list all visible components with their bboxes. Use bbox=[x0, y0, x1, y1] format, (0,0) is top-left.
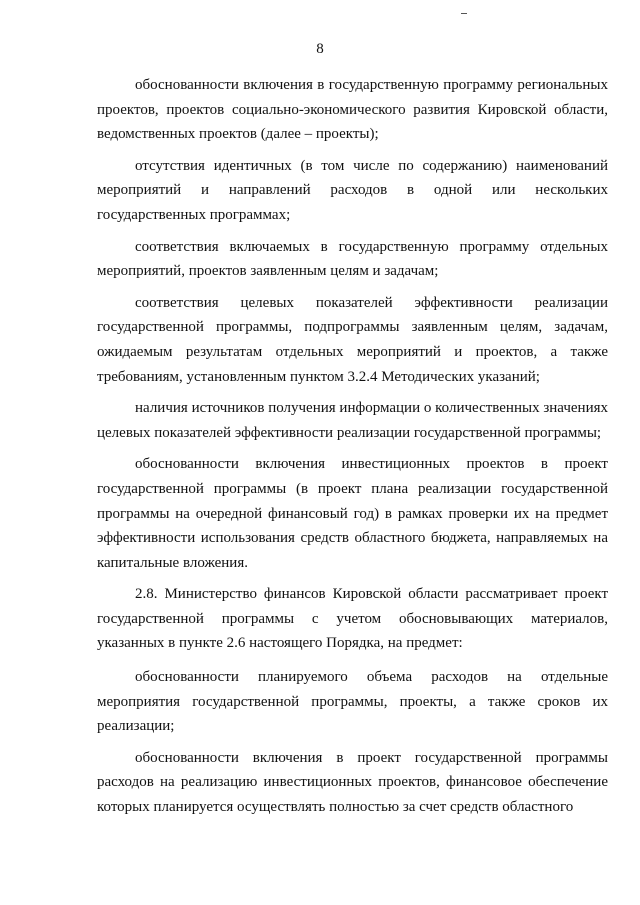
page-number: 8 bbox=[316, 41, 324, 57]
paragraph-2: отсутствия идентичных (в том числе по содержанию) наименований мероприятий и направлений расходов в одной или нескольких государственных программах; bbox=[97, 157, 608, 223]
document-body bbox=[97, 73, 608, 827]
paragraph-6: обоснованности включения инвестиционных проектов в проект государственной программы (в проект плана реализации государственной программы на очередной финансовый год) в рамках проверки их на предмет эффективности использования средств областного бюджета, направляемых на капитальные вложения. bbox=[97, 456, 608, 571]
paragraph-5: наличия источников получения информации о количественных значениях целевых показателей эффективности реализации государственной программы; bbox=[97, 400, 608, 441]
scan-mark bbox=[461, 13, 467, 14]
paragraph-3: соответствия включаемых в государственную программу отдельных мероприятий, проектов заявленным целям и задачам; bbox=[97, 238, 608, 280]
paragraph-9: обоснованности включения в проект государственной программы расходов на реализацию инвестиционных проектов, финансовое обеспечение которых планируется осуществлять полностью за счет средств областного bbox=[97, 749, 608, 816]
paragraph-7: 2.8. Министерство финансов Кировской области рассматривает проект государственной программы с учетом обосновывающих материалов, указанных в пункте 2.6 настоящего Порядка, на предмет: bbox=[97, 586, 608, 652]
paragraph-8: обоснованности планируемого объема расходов на отдельные мероприятия государственной программы, проекты, а также сроков их реализации; bbox=[97, 669, 608, 735]
paragraph-4: соответствия целевых показателей эффективности реализации государственной программы, подпрограммы заявленным целям, задачам, ожидаемым результатам отдельных мероприятий и проектов, а также требованиям, установленным пунктом 3.2.4 Методических указаний; bbox=[97, 294, 608, 385]
paragraph-1: обоснованности включения в государственную программу региональных проектов, проектов социально-экономического развития Кировской области, ведомственных проектов (далее – проекты); bbox=[97, 77, 608, 143]
